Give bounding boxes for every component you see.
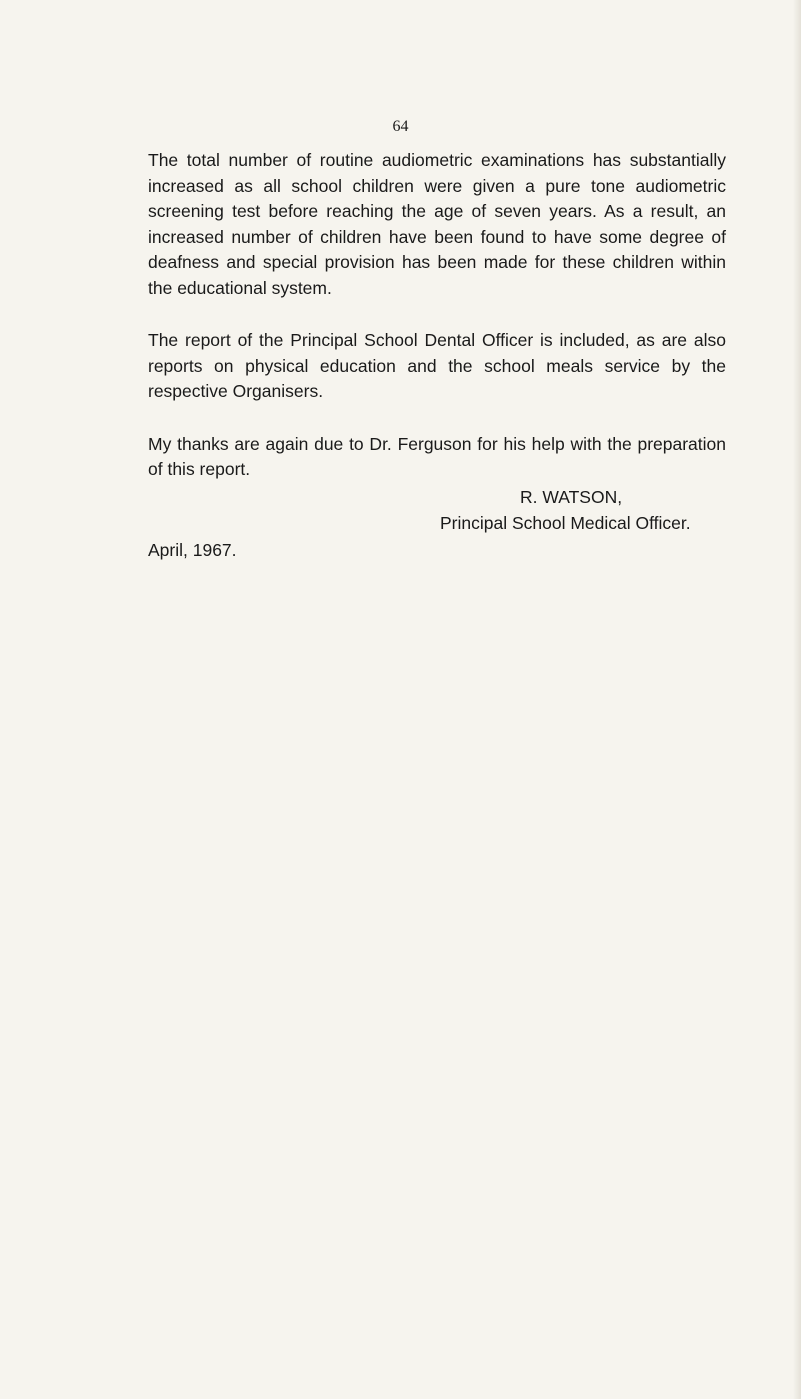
- paragraph-reports: The report of the Principal School Dental Officer is included, as are also reports on physical education and the school meals service by the respective Organisers.: [148, 330, 726, 401]
- signatory-title: Principal School Medical Officer.: [440, 512, 691, 533]
- report-date: April, 1967.: [148, 540, 237, 560]
- page-edge: [793, 0, 801, 1399]
- paragraph-audiometric: The total number of routine audiometric examinations has substantially increased as all school children were given a pure tone audiometric screening test before reaching the age of seven years. As a result, an increased number of children have been found to have some degree of deafness and special provision has been made for these children within the educational system.: [148, 150, 726, 298]
- page-number: 64: [392, 118, 409, 135]
- signature-block: [148, 485, 726, 536]
- body-text: [148, 148, 726, 510]
- paragraph-thanks: My thanks are again due to Dr. Ferguson for his help with the preparation of this report.: [148, 433, 726, 479]
- signatory-name: R. WATSON,: [520, 487, 623, 507]
